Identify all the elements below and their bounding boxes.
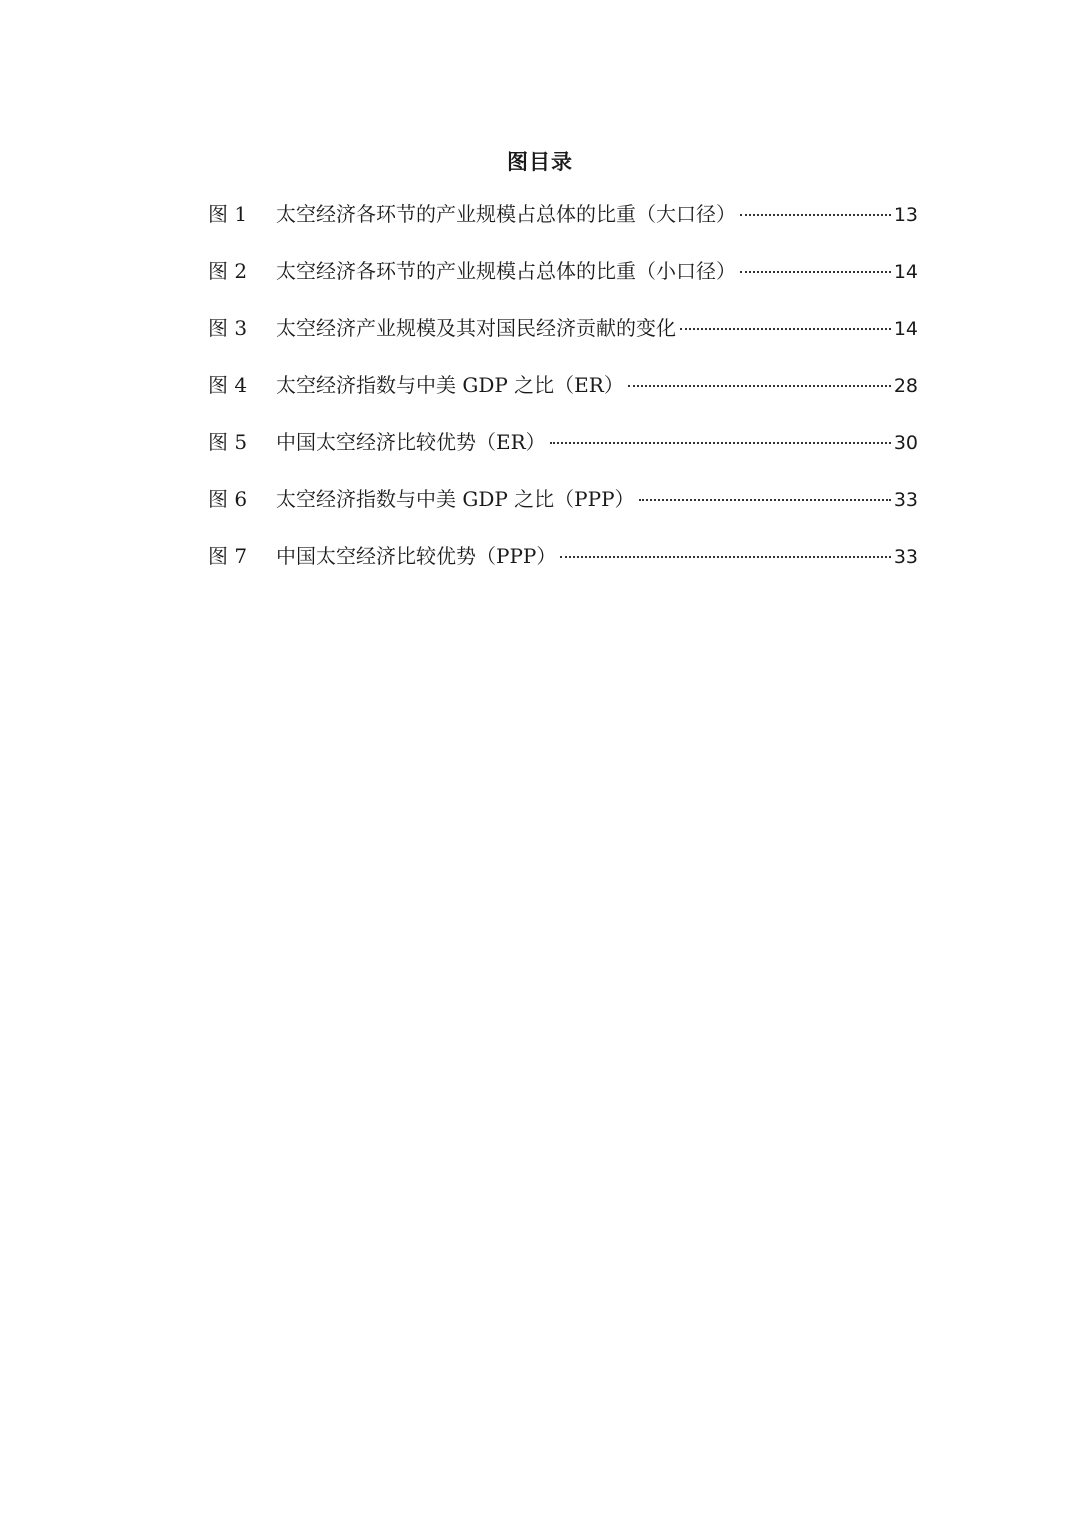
dot-leader <box>680 328 891 330</box>
figure-number: 图 6 <box>208 487 248 511</box>
figure-number: 图 2 <box>208 259 248 283</box>
dot-leader <box>560 556 890 558</box>
page-number: 33 <box>893 489 918 511</box>
page-number: 14 <box>893 261 918 283</box>
dot-leader <box>550 442 891 444</box>
figure-caption: 太空经济各环节的产业规模占总体的比重（大口径） <box>276 202 736 226</box>
toc-entry-7[interactable] <box>208 540 918 597</box>
page-title: 图目录 <box>507 150 573 174</box>
toc-entry-3[interactable] <box>208 312 918 369</box>
toc-entry-5[interactable] <box>208 426 918 483</box>
dot-leader <box>639 499 891 501</box>
page-number: 33 <box>893 546 918 568</box>
toc-entry-1[interactable] <box>208 198 918 255</box>
dot-leader <box>740 214 891 216</box>
figure-caption: 太空经济指数与中美 GDP 之比（PPP） <box>276 487 635 511</box>
figure-number: 图 1 <box>208 202 248 226</box>
page-number: 14 <box>893 318 918 340</box>
figure-list <box>208 198 918 597</box>
figure-number: 图 5 <box>208 430 248 454</box>
page-number: 28 <box>893 375 918 397</box>
figure-number: 图 3 <box>208 316 248 340</box>
toc-entry-4[interactable] <box>208 369 918 426</box>
page-number: 13 <box>893 204 918 226</box>
figure-caption: 太空经济各环节的产业规模占总体的比重（小口径） <box>276 259 736 283</box>
dot-leader <box>740 271 891 273</box>
figure-caption: 太空经济指数与中美 GDP 之比（ER） <box>276 373 624 397</box>
toc-entry-6[interactable] <box>208 483 918 540</box>
figure-caption: 太空经济产业规模及其对国民经济贡献的变化 <box>276 316 676 340</box>
toc-entry-2[interactable] <box>208 255 918 312</box>
page-number: 30 <box>893 432 918 454</box>
figure-caption: 中国太空经济比较优势（ER） <box>276 430 546 454</box>
dot-leader <box>628 385 891 387</box>
figure-number: 图 4 <box>208 373 248 397</box>
figure-number: 图 7 <box>208 544 248 568</box>
figure-caption: 中国太空经济比较优势（PPP） <box>276 544 557 568</box>
